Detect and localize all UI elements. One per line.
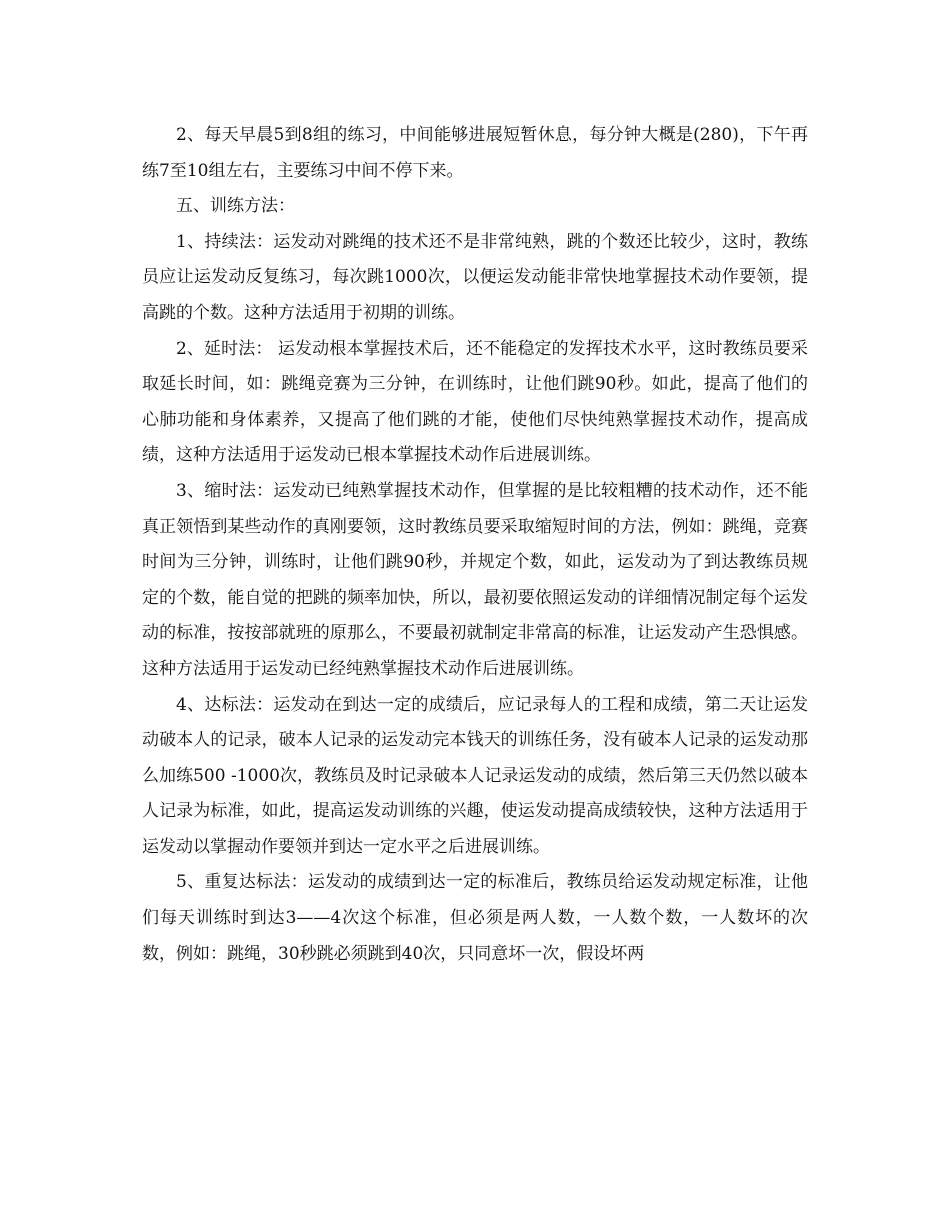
paragraph-repeated-target-method: 5、重复达标法：运发动的成绩到达一定的标准后，教练员给运发动规定标准，让他们每天训练时到达3——4次这个标准，但必须是两人数，一人数个数，一人数坏的次数，例如：跳绳，30秒跳必须跳到40次，只同意坏一次，假设坏两 [142, 872, 808, 964]
paragraph-target-method: 4、达标法：运发动在到达一定的成绩后，应记录每人的工程和成绩，第二天让运发动破本人的记录，破本人记录的运发动完本钱天的训练任务，没有破本人记录的运发动那么加练500 -1000次，教练员及时记录破本人记录运发动的成绩，然后第三天仍然以破本人记录为标准，如此，提高运发动训练的兴趣，使运发动提高成绩较快，这种方法适用于运发动以掌握动作要领并到达一定水平之后进展训练。 [142, 694, 808, 857]
paragraph-schedule: 2、每天早晨5到8组的练习，中间能够进展短暂休息，每分钟大概是(280)，下午再练7至10组左右，主要练习中间不停下来。 [142, 125, 808, 181]
paragraph-reduced-time-method: 3、缩时法：运发动已纯熟掌握技术动作，但掌握的是比较粗糟的技术动作，还不能真正领悟到某些动作的真刚要领，这时教练员要采取缩短时间的方法，例如：跳绳，竞赛时间为三分钟，训练时，让他们跳90秒，并规定个数，如此，运发动为了到达教练员规定的个数，能自觉的把跳的频率加快，所以，最初要依照运发动的详细情况制定每个运发动的标准，按按部就班的原那么，不要最初就制定非常高的标准，让运发动产生恐惧感。这种方法适用于运发动已经纯熟掌握技术动作后进展训练。 [142, 480, 808, 679]
section-heading-training-methods: 五、训练方法： [176, 196, 295, 217]
paragraph-extended-time-method: 2、延时法： 运发动根本掌握技术后，还不能稳定的发挥技术水平，这时教练员要采取延长时间，如：跳绳竞赛为三分钟，在训练时，让他们跳90秒。如此，提高了他们的心肺功能和身体素养，又提高了他们跳的才能，使他们尽快纯熟掌握技术动作，提高成绩，这种方法适用于运发动已根本掌握技术动作后进展训练。 [142, 338, 808, 466]
document-body [142, 118, 808, 972]
paragraph-continuous-method: 1、持续法：运发动对跳绳的技术还不是非常纯熟，跳的个数还比较少，这时，教练员应让运发动反复练习，每次跳1000次，以便运发动能非常快地掌握技术动作要领，提高跳的个数。这种方法适用于初期的训练。 [142, 231, 808, 323]
